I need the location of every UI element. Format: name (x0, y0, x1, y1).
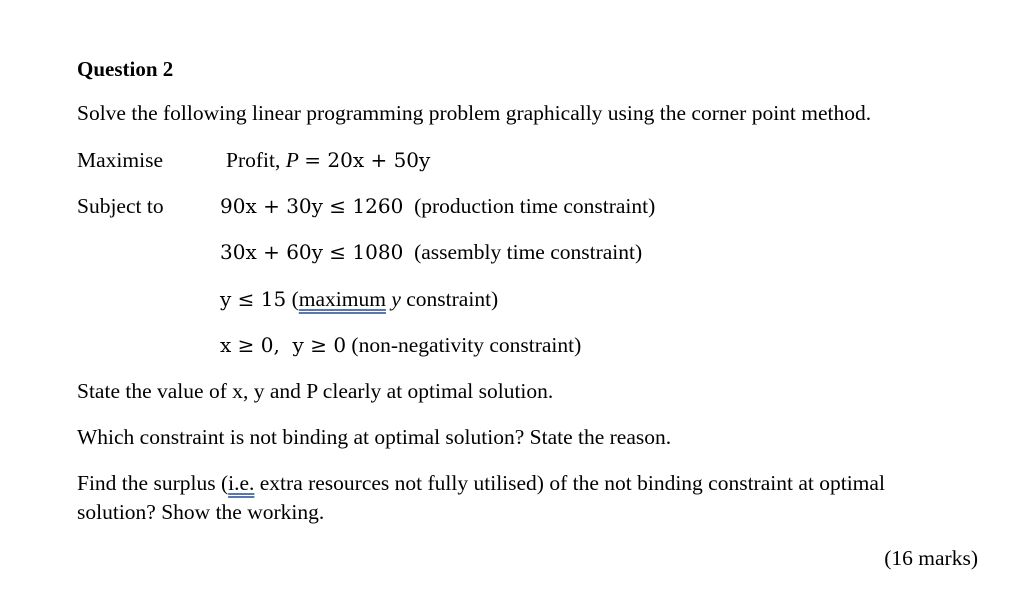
constraint-expr: y ≤ 15 (220, 287, 287, 311)
constraint-expr: 30x + 60y ≤ 1080 (220, 240, 404, 264)
question-instruction: Solve the following linear programming problem graphically using the corner point method. (77, 101, 872, 125)
task-surplus-line1 (77, 470, 885, 496)
objective-function (226, 147, 430, 173)
constraint-note: (production time constraint) (414, 194, 656, 218)
task-binding: Which constraint is not binding at optimal solution? State the reason. (77, 425, 672, 449)
constraint-note: (assembly time constraint) (414, 240, 643, 264)
objective-rhs: = 20x + 50y (304, 148, 431, 172)
task-surplus-underlined: i.e. (228, 471, 255, 495)
constraint-expr: x ≥ 0, y ≥ 0 (220, 333, 347, 357)
objective-lhs-var: P (285, 148, 299, 172)
constraint-expr: 90x + 30y ≤ 1260 (220, 194, 404, 218)
constraint-note-pre: ( (291, 287, 299, 311)
constraint-max-y (220, 286, 498, 312)
constraint-non-negativity (220, 332, 581, 358)
task-state-value: State the value of x, y and P clearly at optimal solution. (77, 379, 554, 403)
constraint-note-var: y (391, 287, 401, 311)
constraint-assembly (220, 239, 642, 265)
constraint-production (220, 193, 655, 219)
constraint-note-post: constraint) (400, 287, 499, 311)
objective-lhs-text: Profit, (226, 148, 286, 172)
constraint-note: (non-negativity constraint) (351, 333, 582, 357)
marks-label: (16 marks) (884, 546, 978, 570)
constraints-label: Subject to (77, 194, 164, 218)
task-surplus-pre: Find the surplus ( (77, 471, 229, 495)
constraint-note-underlined: maximum (298, 287, 386, 311)
question-title: Question 2 (77, 57, 174, 81)
task-surplus-line2: solution? Show the working. (77, 500, 325, 524)
task-surplus-post: extra resources not fully utilised) of the not binding constraint at optimal (254, 471, 885, 495)
objective-label: Maximise (77, 148, 163, 172)
